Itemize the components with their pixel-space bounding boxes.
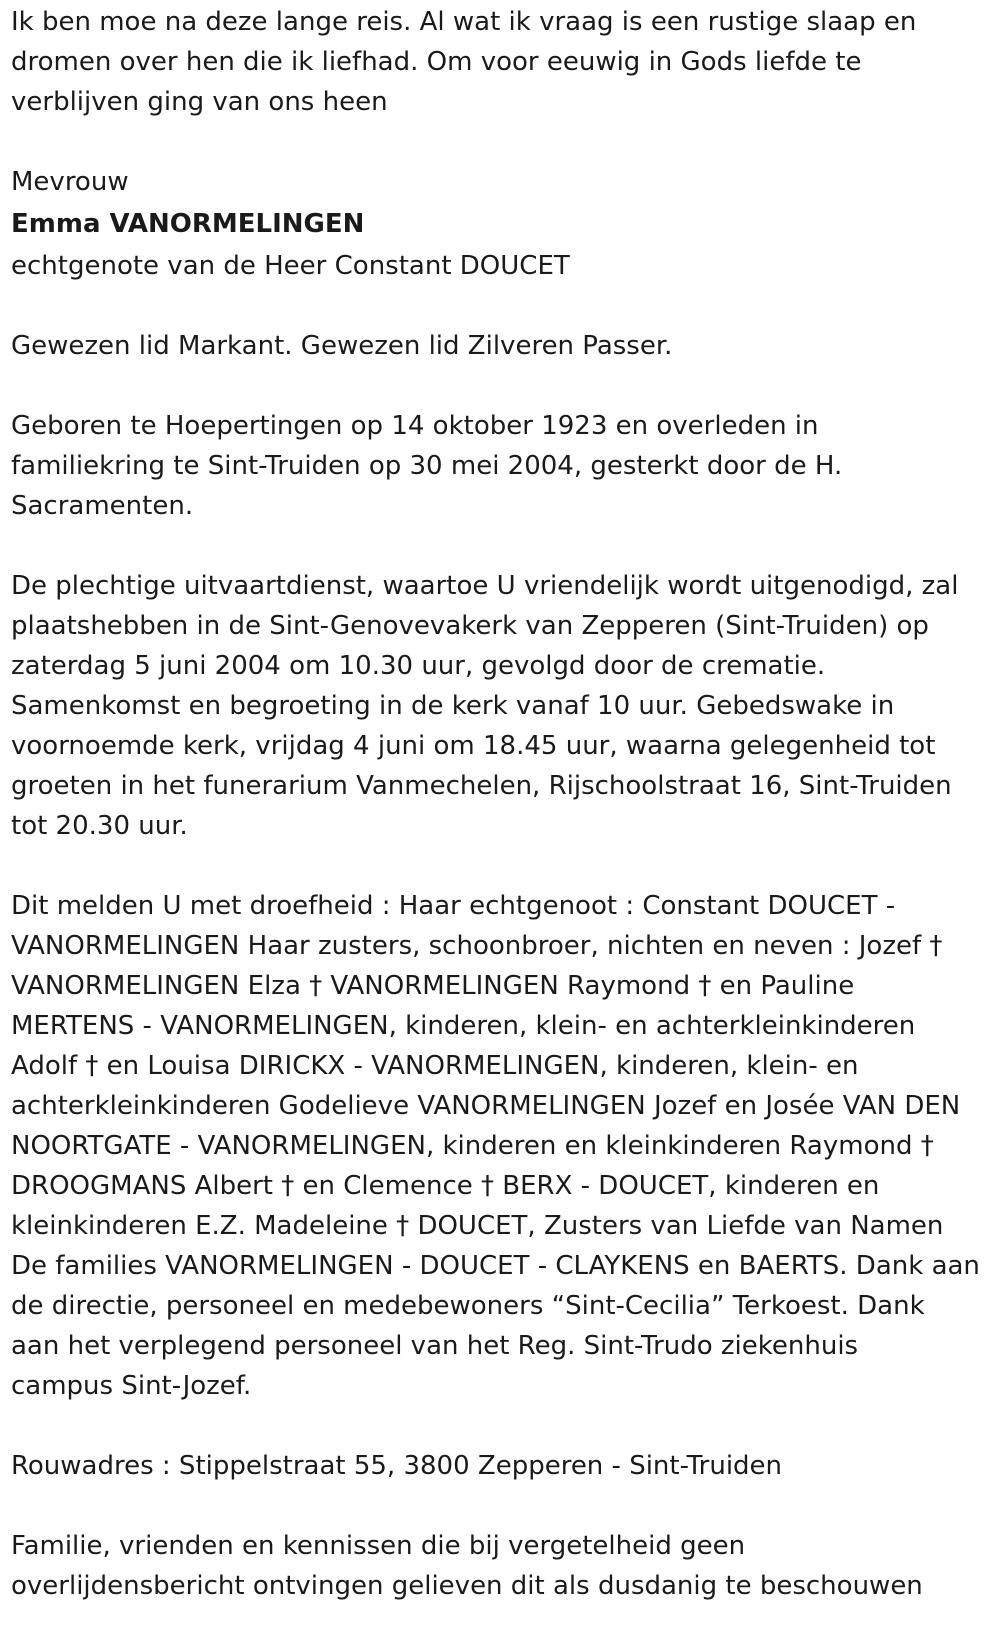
funeral-info: De plechtige uitvaartdienst, waartoe U vriendelijk wordt uitgenodigd, zal plaatshebben in de Sint-Genovevakerk van Zepperen (Sint-Truiden) op zaterdag 5 juni 2004 om 10.30 uur, gevolgd door de crematie. Samenkomst en begroeting in de kerk vanaf 10 uur. Gebedswake in voornoemde kerk, vrijdag 4 juni om 18.45 uur, waarna gelegenheid tot groeten in het funerarium Vanmechelen, Rijschoolstraat 16, Sint-Truiden tot 20.30 uur. [11, 571, 959, 841]
spacer [11, 1406, 990, 1446]
spacer [11, 526, 990, 566]
spacer [11, 122, 990, 162]
deceased-name: Emma VANORMELINGEN [11, 209, 365, 239]
memberships: Gewezen lid Markant. Gewezen lid Zilveren Passer. [11, 331, 673, 361]
birth-death-info: Geboren te Hoepertingen op 14 oktober 1923 en overleden in familiekring te Sint-Truiden op 30 mei 2004, gesterkt door de H. Sacramenten. [11, 411, 843, 521]
spacer [11, 846, 990, 886]
spacer [11, 286, 990, 326]
family-announcement: Dit melden U met droefheid : Haar echtgenoot : Constant DOUCET - VANORMELINGEN Haar zusters, schoonbroer, nichten en neven : Jozef † VANORMELINGEN Elza † VANORMELINGEN Raymond † en Pauline MERTENS - VANORMELINGEN, kinderen, klein- en achterkleinkinderen Adolf † en Louisa DIRICKX - VANORMELINGEN, kinderen, klein- en achterkleinkinderen Godelieve VANORMELINGEN Jozef en Josée VAN DEN NOORTGATE - VANORMELINGEN, kinderen en kleinkinderen Raymond † DROOGMANS Albert † en Clemence † BERX - DOUCET, kinderen en kleinkinderen E.Z. Madeleine † DOUCET, Zusters van Liefde van Namen De families VANORMELINGEN - DOUCET - CLAYKENS en BAERTS. Dank aan de directie, personeel en medebewoners “Sint-Cecilia” Terkoest. Dank aan het verplegend personeel van het Reg. Sint-Trudo ziekenhuis campus Sint-Jozef. [11, 891, 980, 1401]
spouse-line: echtgenote van de Heer Constant DOUCET [11, 251, 570, 281]
mourning-address: Rouwadres : Stippelstraat 55, 3800 Zepperen - Sint-Truiden [11, 1451, 783, 1481]
salutation: Mevrouw [11, 167, 129, 197]
closing-note: Familie, vrienden en kennissen die bij vergetelheid geen overlijdensbericht ontvingen gelieven dit als dusdanig te beschouwen [11, 1531, 923, 1601]
opening-verse: Ik ben moe na deze lange reis. Al wat ik vraag is een rustige slaap en dromen over hen die ik liefhad. Om voor eeuwig in Gods liefde te verblijven ging van ons heen [11, 7, 917, 117]
spacer [11, 366, 990, 406]
spacer [11, 1486, 990, 1526]
